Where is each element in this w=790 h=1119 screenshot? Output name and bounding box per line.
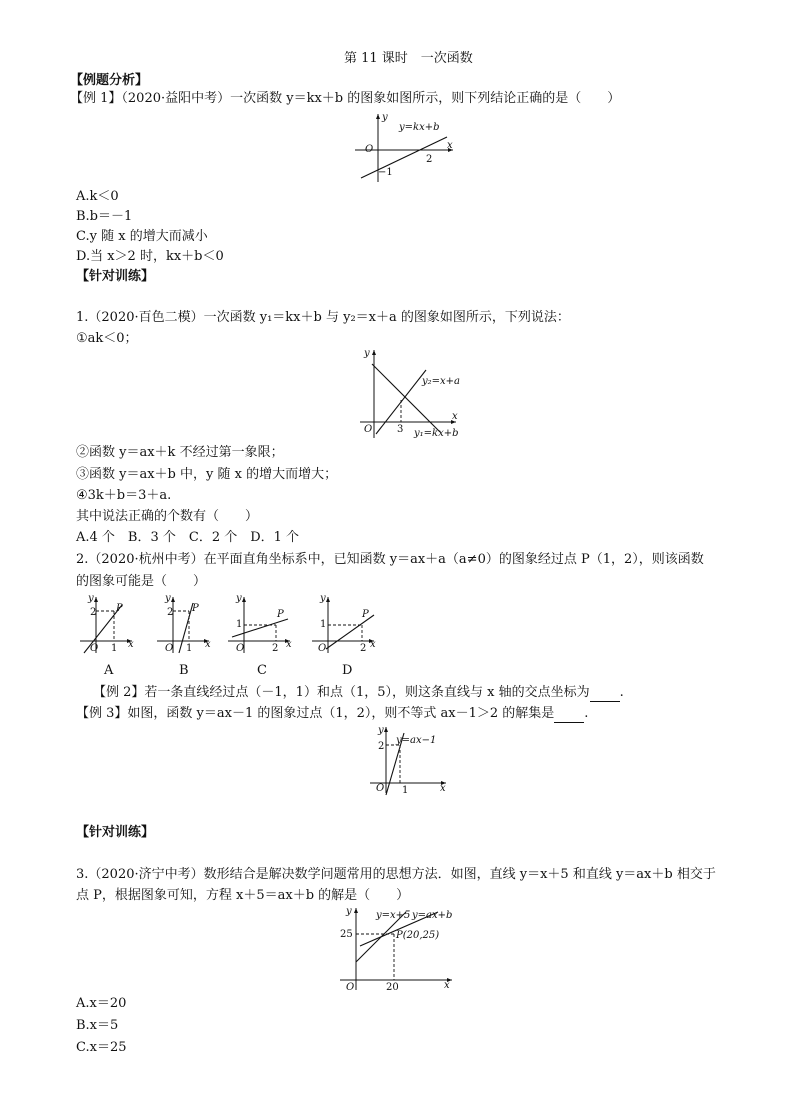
svg-text:x: x bbox=[286, 639, 292, 650]
example1-graph bbox=[355, 112, 465, 184]
svg-text:x: x bbox=[205, 639, 211, 650]
section-example-analysis: 【例题分析】 bbox=[70, 73, 149, 88]
page-title: 第 11 课时 一次函数 bbox=[344, 51, 473, 66]
svg-text:2: 2 bbox=[272, 643, 279, 654]
question3-option-b: B.x＝5 bbox=[76, 1018, 119, 1033]
example2-answer-blank bbox=[590, 689, 620, 702]
svg-text:1: 1 bbox=[236, 619, 243, 630]
svg-text:y: y bbox=[88, 593, 94, 604]
question3-graph bbox=[340, 906, 470, 992]
svg-text:20: 20 bbox=[386, 982, 399, 993]
svg-text:y=x+5: y=x+5 bbox=[376, 910, 411, 921]
svg-text:1: 1 bbox=[320, 619, 327, 630]
question2-graph-d bbox=[312, 595, 382, 655]
question1-graph bbox=[360, 348, 470, 440]
question3-stem-line1: 3.（2020·济宁中考）数形结合是解决数学问题常用的思想方法．如图，直线 y＝x＋5 和直线 y＝ax＋b 相交于 bbox=[76, 867, 716, 882]
svg-text:y=ax−1: y=ax−1 bbox=[396, 735, 437, 746]
svg-text:O: O bbox=[346, 982, 355, 993]
question1-stem: 1.（2020·百色二模）一次函数 y₁＝kx＋b 与 y₂＝x＋a 的图象如图所示，下列说法： bbox=[76, 310, 570, 325]
question1-item2: ②函数 y＝ax＋k 不经过第一象限； bbox=[76, 445, 284, 460]
x-axis-label: x bbox=[452, 411, 458, 422]
svg-text:1: 1 bbox=[186, 643, 193, 654]
question1-item4: ④3k＋b＝3＋a. bbox=[76, 488, 172, 503]
x-axis-label: x bbox=[447, 140, 453, 151]
svg-text:2: 2 bbox=[378, 741, 385, 752]
svg-text:O: O bbox=[376, 783, 385, 794]
question2-graph-c bbox=[228, 595, 298, 655]
svg-text:P: P bbox=[116, 603, 123, 614]
svg-text:y: y bbox=[165, 593, 171, 604]
svg-text:1: 1 bbox=[402, 785, 409, 796]
graph-line bbox=[361, 137, 447, 178]
question2-graph-a bbox=[80, 595, 140, 655]
svg-text:2: 2 bbox=[167, 607, 174, 618]
question1-item1: ①ak＜0； bbox=[76, 331, 138, 346]
question1-ask: 其中说法正确的个数有（ ） bbox=[76, 509, 259, 524]
label-y1: y₁=kx+b bbox=[414, 428, 459, 439]
svg-text:2: 2 bbox=[360, 643, 367, 654]
line-label: y=kx+b bbox=[399, 122, 440, 133]
graph-label-d: D bbox=[342, 663, 353, 678]
x-mark-label: 3 bbox=[397, 424, 404, 435]
svg-text:O: O bbox=[318, 643, 327, 654]
example3-graph bbox=[370, 725, 460, 795]
section-training-2: 【针对训练】 bbox=[76, 825, 155, 840]
example2: 【例 2】若一条直线经过点（－1，1）和点（1，5），则这条直线与 x 轴的交点坐标为 . bbox=[93, 685, 624, 700]
question1-options: A.4 个 B．3 个 C．2 个 D．1 个 bbox=[76, 530, 300, 545]
example3: 【例 3】如图，函数 y＝ax－1 的图象过点（1，2），则不等式 ax－1＞2 的解集是 . bbox=[76, 706, 589, 721]
svg-text:x: x bbox=[370, 639, 376, 650]
y-intercept-label: −1 bbox=[378, 167, 393, 178]
svg-text:y: y bbox=[236, 593, 242, 604]
graph-line bbox=[326, 615, 374, 649]
question2-stem-line1: 2.（2020·杭州中考）在平面直角坐标系中，已知函数 y＝ax＋a（a≠0）的图象经过点 P（1，2），则该函数 bbox=[76, 552, 704, 567]
svg-text:P(20,25): P(20,25) bbox=[396, 930, 440, 941]
svg-text:y: y bbox=[346, 906, 352, 917]
svg-text:x: x bbox=[440, 783, 446, 794]
example1-option-a: A.k＜0 bbox=[76, 189, 119, 204]
svg-text:P: P bbox=[192, 603, 199, 614]
graph-label-b: B bbox=[179, 663, 189, 678]
question3-option-a: A.x＝20 bbox=[76, 996, 127, 1011]
y-axis-arrow bbox=[372, 350, 376, 355]
question3-stem-line2: 点 P，根据图象可知，方程 x＋5＝ax＋b 的解是（ ） bbox=[76, 888, 410, 903]
svg-text:O: O bbox=[236, 643, 245, 654]
example3-answer-blank bbox=[554, 710, 584, 723]
question2-stem-line2: 的图象可能是（ ） bbox=[76, 574, 207, 589]
svg-text:1: 1 bbox=[111, 643, 118, 654]
question1-item3: ③函数 y＝ax＋b 中，y 随 x 的增大而增大； bbox=[76, 467, 338, 482]
svg-text:x: x bbox=[128, 639, 134, 650]
svg-text:P: P bbox=[362, 609, 369, 620]
section-training-1: 【针对训练】 bbox=[76, 269, 155, 284]
svg-text:P: P bbox=[277, 609, 284, 620]
svg-text:x: x bbox=[444, 980, 450, 991]
question3-option-c: C.x＝25 bbox=[76, 1040, 127, 1055]
origin-label: O bbox=[365, 144, 374, 155]
origin-label: O bbox=[364, 424, 373, 435]
y-axis-arrow bbox=[376, 114, 380, 119]
svg-text:y: y bbox=[378, 725, 384, 736]
svg-text:y=ax+b: y=ax+b bbox=[412, 910, 453, 921]
svg-text:25: 25 bbox=[340, 929, 353, 940]
svg-text:2: 2 bbox=[90, 607, 97, 618]
label-y2: y₂=x+a bbox=[422, 376, 461, 387]
question2-graph-b bbox=[157, 595, 217, 655]
example3-text: 【例 3】如图，函数 y＝ax－1 的图象过点（1，2），则不等式 ax－1＞2 的解集是 bbox=[76, 706, 555, 721]
graph-label-c: C bbox=[257, 663, 267, 678]
svg-text:O: O bbox=[90, 643, 99, 654]
example1-option-c: C.y 随 x 的增大而减小 bbox=[76, 229, 208, 244]
example2-text: 【例 2】若一条直线经过点（－1，1）和点（1，5），则这条直线与 x 轴的交点坐标为 bbox=[93, 685, 590, 700]
svg-text:y: y bbox=[320, 593, 326, 604]
example1-stem: 【例 1】（2020·益阳中考）一次函数 y＝kx＋b 的图象如图所示，则下列结论正确的是（ ） bbox=[70, 91, 621, 106]
svg-text:O: O bbox=[165, 643, 174, 654]
y-axis-label: y bbox=[382, 112, 388, 123]
x-intercept-label: 2 bbox=[426, 154, 433, 165]
example1-option-b: B.b＝－1 bbox=[76, 209, 133, 224]
example1-option-d: D.当 x＞2 时，kx＋b＜0 bbox=[76, 249, 224, 264]
y-axis-label: y bbox=[364, 348, 370, 359]
graph-label-a: A bbox=[104, 663, 114, 678]
